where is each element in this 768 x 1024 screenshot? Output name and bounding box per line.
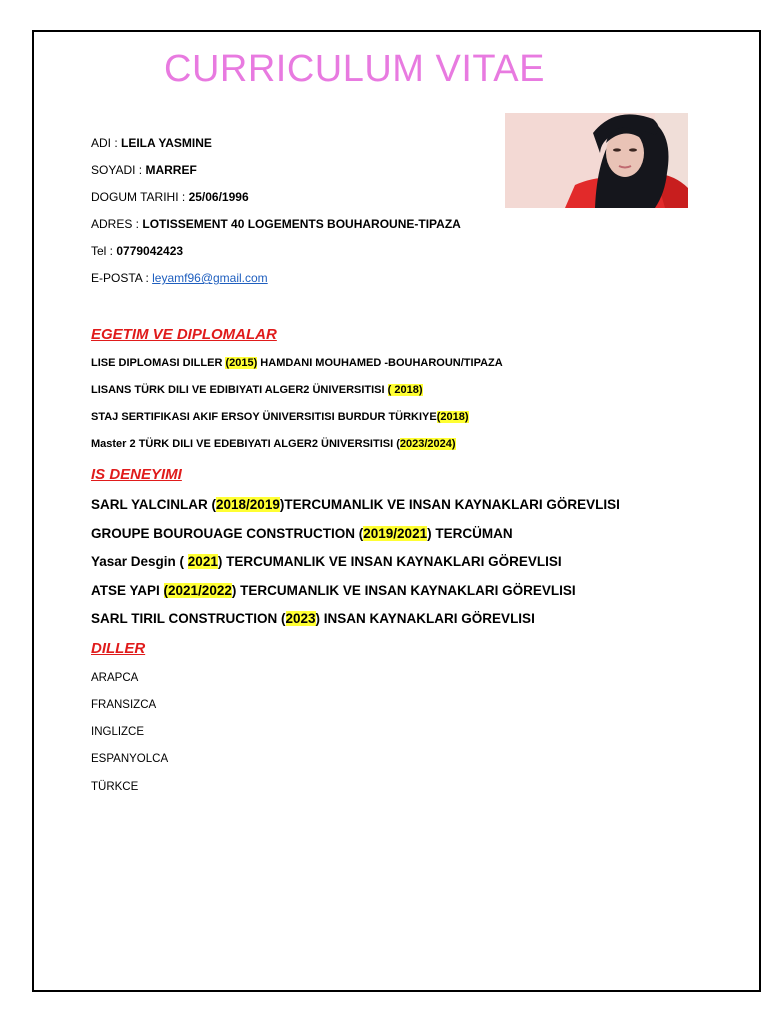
document-title: CURRICULUM VITAE [164,48,545,90]
email-row [91,271,268,285]
experience-text: SARL YALCINLAR ( [91,497,217,512]
education-year: (2015) [225,357,258,369]
name-label: ADI : [91,136,122,150]
surname-row [91,163,197,177]
experience-text: GROUPE BOUROUAGE CONSTRUCTION ( [91,526,364,541]
education-text: STAJ SERTIFIKASI AKIF ERSOY ÜNIVERSITISI BURDUR TÜRKIYE [91,411,437,423]
language-item: ESPANYOLCA [91,753,169,765]
birthdate-label: DOGUM TARIHI : [91,190,189,204]
language-item: FRANSIZCA [91,699,157,711]
address-value: LOTISSEMENT 40 LOGEMENTS BOUHAROUNE-TIPAZA [142,217,461,231]
profile-photo [505,113,688,208]
language-item: ARAPCA [91,672,139,684]
experience-text: ATSE YAPI [91,583,164,598]
experience-item [91,554,562,569]
education-year: 2023/2024) [399,438,456,450]
name-row [91,136,212,150]
experience-heading: IS DENEYIMI [91,466,182,483]
experience-item [91,583,576,598]
experience-item [91,497,620,512]
experience-text: Yasar Desgin ( [91,554,188,569]
experience-year: 2021 [187,554,218,569]
experience-text: SARL TIRIL CONSTRUCTION ( [91,611,286,626]
phone-value: 0779042423 [116,244,184,258]
education-heading: EGETIM VE DIPLOMALAR [91,326,277,343]
experience-text: ) TERCÜMAN [427,526,513,541]
experience-year: 2023 [285,611,316,626]
experience-text: ) INSAN KAYNAKLARI GÖREVLISI [315,611,535,626]
education-item [91,411,469,423]
education-text: LISANS TÜRK DILI VE EDIBIYATI ALGER2 ÜNIVERSITISI [91,384,388,396]
languages-heading: DILLER [91,640,146,657]
education-text: Master 2 TÜRK DILI VE EDEBIYATI ALGER2 ÜNIVERSITISI ( [91,438,400,450]
birthdate-row [91,190,249,204]
birthdate-value: 25/06/1996 [188,190,249,204]
address-row [91,217,461,231]
experience-year: 2019/2021 [363,526,428,541]
education-text: LISE DIPLOMASI DILLER [91,357,226,369]
education-year: (2018) [436,411,469,423]
experience-text: ) TERCUMANLIK VE INSAN KAYNAKLARI GÖREVLISI [217,554,562,569]
experience-year: 2018/2019 [216,497,280,512]
email-label: E-POSTA : [91,271,153,285]
education-text: HAMDANI MOUHAMED -BOUHAROUN/TIPAZA [257,357,503,369]
experience-text: ) TERCUMANLIK VE INSAN KAYNAKLARI GÖREVLISI [231,583,576,598]
email-link[interactable]: leyamf96@gmail.com [152,271,268,285]
experience-year: (2021/2022 [163,583,232,598]
name-value: LEILA YASMINE [121,136,212,150]
phone-row [91,244,183,258]
language-item: TÜRKCE [91,781,139,793]
education-item [91,438,456,450]
education-item [91,357,503,369]
surname-value: MARREF [145,163,197,177]
surname-label: SOYADI : [91,163,146,177]
education-item [91,384,423,396]
experience-item [91,611,535,626]
language-item: INGLIZCE [91,726,145,738]
education-year: ( 2018) [387,384,423,396]
phone-label: Tel : [91,244,117,258]
experience-item [91,526,513,541]
address-label: ADRES : [91,217,143,231]
experience-text: )TERCUMANLIK VE INSAN KAYNAKLARI GÖREVLISI [279,497,620,512]
